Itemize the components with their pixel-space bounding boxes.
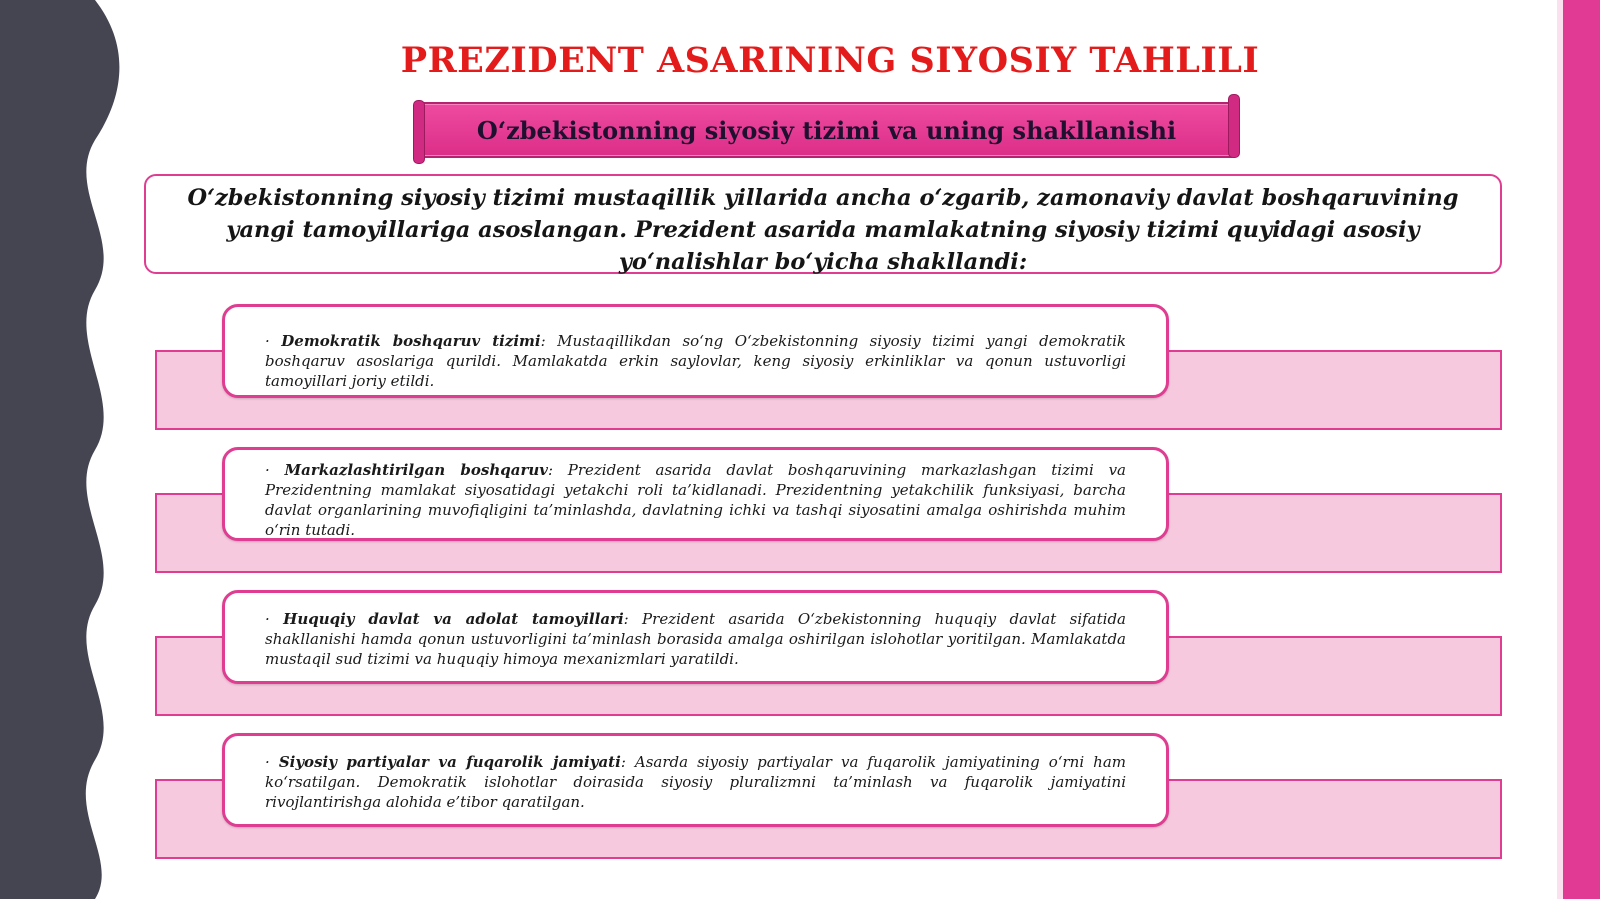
item-heading: Demokratik boshqaruv tizimi	[281, 332, 541, 350]
item-text: : Asarda siyosiy partiyalar va fuqarolik jamiyatining o‘rni ham ko‘rsatilgan. Demokratik islohotlar doirasida siyosiy pluralizmni ta’minlash va fuqarolik jamiyatini rivojlantirishga alohida e’tibor qaratilgan.	[265, 753, 1126, 811]
subtitle-text: O‘zbekistonning siyosiy tizimi va uning shakllanishi	[476, 115, 1177, 145]
page-title: PREZIDENT ASARINING SIYOSIY TAHLILI	[400, 40, 1260, 81]
item-card	[222, 447, 1169, 541]
item-heading: Siyosiy partiyalar va fuqarolik jamiyati	[278, 753, 621, 771]
item-heading: Huquqiy davlat va adolat tamoyillari	[283, 610, 624, 628]
bullet: ·	[265, 753, 270, 771]
item-card	[222, 733, 1169, 827]
wavy-left-band	[0, 0, 125, 899]
item-card	[222, 304, 1169, 398]
bullet: ·	[265, 461, 270, 479]
item-card	[222, 590, 1169, 684]
item-text: : Prezident asarida O‘zbekistonning huquqiy davlat sifatida shakllanishi hamda qonun ustuvorligini ta’minlash borasida amalga oshirilgan islohotlar yoritilgan. Mamlakatda mustaqil sud tizimi va huquqiy himoya mexanizmlari yaratildi.	[265, 610, 1126, 668]
item-heading: Markazlashtirilgan boshqaruv	[284, 461, 548, 479]
bullet: ·	[265, 610, 270, 628]
subtitle-banner	[417, 102, 1236, 158]
right-accent-band	[1563, 0, 1600, 899]
item-text: : Prezident asarida davlat boshqaruvining markazlashgan tizimi va Prezidentning mamlakat siyosatidagi yetakchi roli ta’kidlanadi. Prezidentning yetakchilik funksiyasi, barcha davlat organlarining muvofiqligini ta’minlashda, davlatning ichki va tashqi siyosatini amalga oshirishda muhim o‘rin tutadi.	[265, 461, 1126, 539]
intro-box: O‘zbekistonning siyosiy tizimi mustaqillik yillarida ancha o‘zgarib, zamonaviy davlat boshqaruvining yangi tamoyillariga asoslangan. Prezident asarida mamlakatning siyosiy tizimi quyidagi asosiy yo‘nalishlar bo‘yicha shakllandi:	[144, 174, 1502, 274]
bullet: ·	[265, 332, 270, 350]
item-text: : Mustaqillikdan so‘ng O‘zbekistonning siyosiy tizimi yangi demokratik boshqaruv asoslariga qurildi. Mamlakatda erkin saylovlar, keng siyosiy erkinliklar va qonun ustuvorligi tamoyillari joriy etildi.	[265, 332, 1126, 390]
